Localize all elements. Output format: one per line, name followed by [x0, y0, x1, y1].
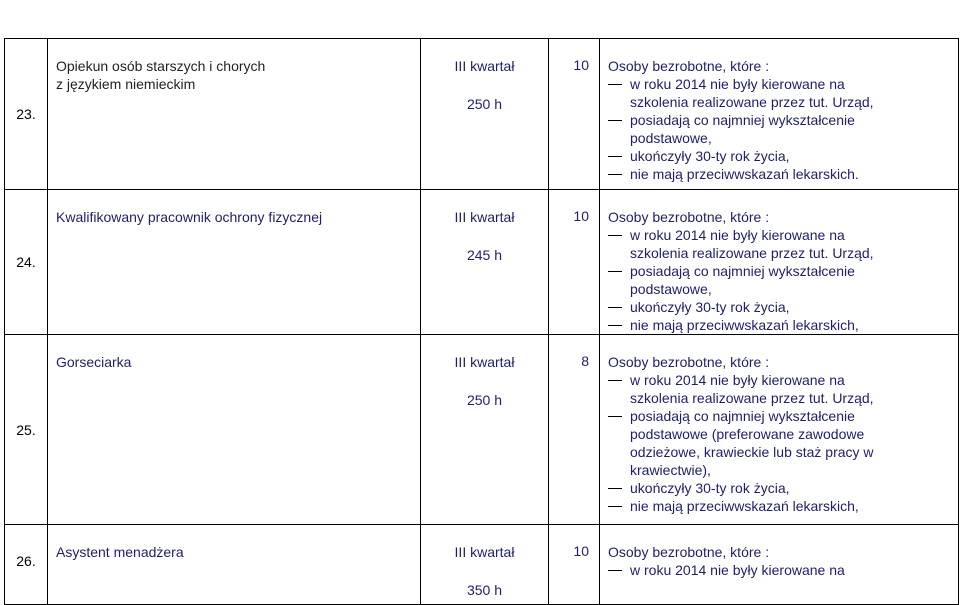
- requirement-line: szkolenia realizowane przez tut. Urząd,: [630, 245, 874, 261]
- requirement-line: w roku 2014 nie były kierowane na: [630, 562, 845, 578]
- requirement-line: posiadają co najmniej wykształcenie: [630, 408, 855, 424]
- training-period: [421, 39, 549, 190]
- hours-label: 350 h: [466, 582, 503, 598]
- quarter-label: III kwartał: [454, 544, 515, 560]
- requirement-line: w roku 2014 nie były kierowane na: [630, 76, 845, 92]
- participant-count: 8: [549, 335, 600, 525]
- requirement-item: [608, 75, 954, 111]
- table-row: [5, 525, 959, 605]
- training-name-line: Asystent menadżera: [56, 544, 184, 560]
- participant-count: 10: [549, 190, 600, 335]
- requirement-item: [608, 262, 954, 298]
- participant-count: 10: [549, 39, 600, 190]
- requirement-item: [608, 497, 954, 515]
- requirement-line: szkolenia realizowane przez tut. Urząd,: [630, 94, 874, 110]
- requirement-item: [608, 165, 954, 183]
- requirement-item: [608, 371, 954, 407]
- requirement-item: [608, 298, 954, 316]
- training-table: [4, 38, 959, 605]
- training-name: [48, 525, 421, 605]
- training-name-line: z językiem niemieckim: [56, 76, 196, 92]
- requirement-item: [608, 561, 954, 579]
- requirement-item: [608, 479, 954, 497]
- participant-count: 10: [549, 525, 600, 605]
- requirement-line: nie mają przeciwwskazań lekarskich,: [630, 498, 859, 514]
- requirement-line: odzieżowe, krawieckie lub staż pracy w: [630, 444, 874, 460]
- requirements-heading: Osoby bezrobotne, które :: [608, 354, 770, 370]
- requirements-heading: Osoby bezrobotne, które :: [608, 209, 770, 225]
- requirements-heading: Osoby bezrobotne, które :: [608, 58, 770, 74]
- training-period: [421, 525, 549, 605]
- row-number: 26.: [5, 525, 48, 605]
- requirements-heading: Osoby bezrobotne, które :: [608, 544, 770, 560]
- requirements: [600, 335, 959, 525]
- requirement-line: krawiectwie),: [630, 462, 711, 478]
- table-body: [5, 39, 959, 605]
- requirement-line: podstawowe,: [630, 281, 712, 297]
- requirement-line: w roku 2014 nie były kierowane na: [630, 372, 845, 388]
- requirement-line: posiadają co najmniej wykształcenie: [630, 263, 855, 279]
- training-name-line: Opiekun osób starszych i chorych: [56, 58, 266, 74]
- training-period: [421, 335, 549, 525]
- row-number: 23.: [5, 39, 48, 190]
- training-name: [48, 190, 421, 335]
- training-name: [48, 335, 421, 525]
- requirements: [600, 190, 959, 335]
- requirements-list: [608, 226, 954, 334]
- quarter-label: III kwartał: [454, 58, 515, 74]
- row-number: 24.: [5, 190, 48, 335]
- requirement-item: [608, 147, 954, 165]
- requirements-list: [608, 371, 954, 515]
- table-row: [5, 190, 959, 335]
- requirement-item: [608, 316, 954, 334]
- requirement-item: [608, 407, 954, 479]
- requirement-line: podstawowe (preferowane zawodowe: [630, 426, 865, 442]
- requirement-line: szkolenia realizowane przez tut. Urząd,: [630, 390, 874, 406]
- quarter-label: III kwartał: [454, 354, 515, 370]
- requirement-line: ukończyły 30-ty rok życia,: [630, 480, 790, 496]
- requirement-item: [608, 226, 954, 262]
- table-row: [5, 39, 959, 190]
- requirement-line: ukończyły 30-ty rok życia,: [630, 299, 790, 315]
- training-name-line: Kwalifikowany pracownik ochrony fizycznej: [56, 209, 323, 225]
- requirement-line: posiadają co najmniej wykształcenie: [630, 112, 855, 128]
- table-row: [5, 335, 959, 525]
- requirement-line: w roku 2014 nie były kierowane na: [630, 227, 845, 243]
- requirements: [600, 39, 959, 190]
- hours-label: 245 h: [466, 247, 503, 263]
- training-name: [48, 39, 421, 190]
- requirements-list: [608, 561, 954, 579]
- row-number: 25.: [5, 335, 48, 525]
- requirement-line: podstawowe,: [630, 130, 712, 146]
- requirement-line: ukończyły 30-ty rok życia,: [630, 148, 790, 164]
- requirements-list: [608, 75, 954, 183]
- hours-label: 250 h: [466, 392, 503, 408]
- requirements: [600, 525, 959, 605]
- requirement-line: nie mają przeciwwskazań lekarskich.: [630, 166, 859, 182]
- training-name-line: Gorseciarka: [56, 354, 132, 370]
- training-period: [421, 190, 549, 335]
- quarter-label: III kwartał: [454, 209, 515, 225]
- requirement-line: nie mają przeciwwskazań lekarskich,: [630, 317, 859, 333]
- hours-label: 250 h: [466, 96, 503, 112]
- requirement-item: [608, 111, 954, 147]
